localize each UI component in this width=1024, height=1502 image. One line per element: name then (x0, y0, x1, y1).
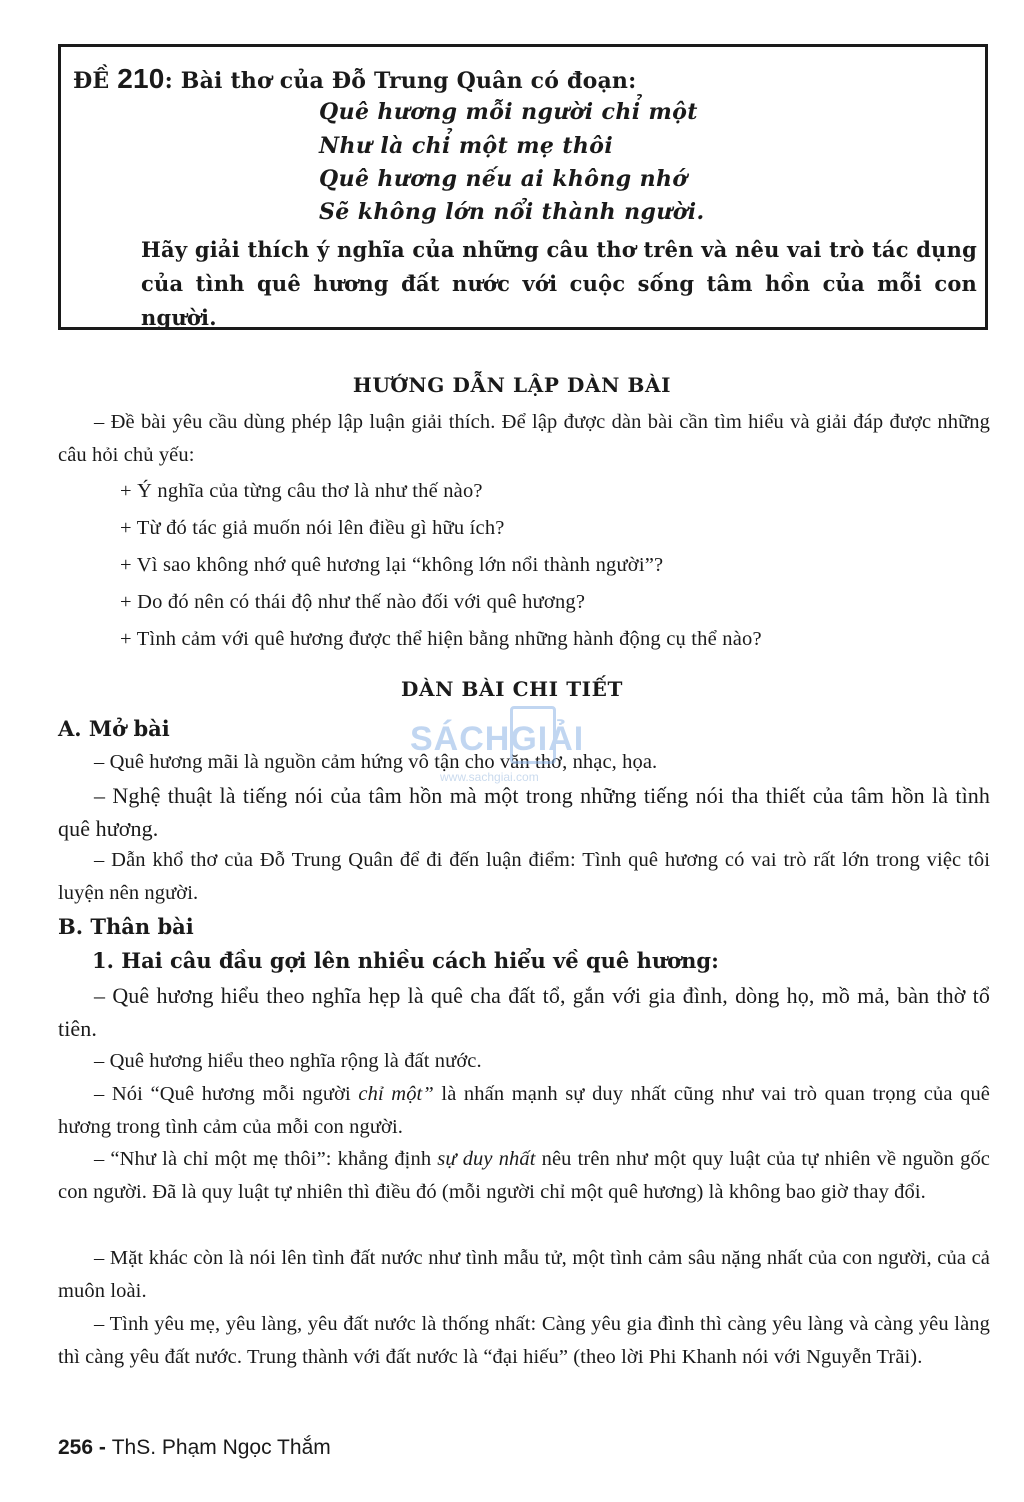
watermark-url: www.sachgiai.com (440, 770, 539, 784)
text-run: – Nói “Quê hương mỗi người (94, 1083, 359, 1105)
section-a-heading: A. Mở bài (58, 716, 170, 741)
guide-question: + Từ đó tác giả muốn nói lên điều gì hữu ích? (120, 517, 505, 539)
exam-prefix: ĐỀ (73, 68, 118, 94)
paragraph (58, 1078, 990, 1144)
exam-intro: : Bài thơ của Đỗ Trung Quân có đoạn: (164, 68, 637, 94)
paragraph: – Nghệ thuật là tiếng nói của tâm hồn mà một trong những tiếng nói tha thiết của tâm hồn là tình quê hương. (58, 783, 990, 841)
guide-question: + Tình cảm với quê hương được thể hiện bằng những hành động cụ thể nào? (120, 628, 762, 650)
guide-question: + Vì sao không nhớ quê hương lại “không lớn nổi thành người”? (120, 554, 664, 576)
author-name: ThS. Phạm Ngọc Thắm (111, 1436, 331, 1459)
section-b-heading: B. Thân bài (58, 914, 194, 939)
text-run: nêu trên như một quy luật của tự nhiên về nguồn gốc con người. Đã là quy luật tự nhiên thì điều đó (mỗi người chỉ một quê hương) là không bao giờ thay đổi. (58, 1148, 990, 1203)
subsection-heading: 1. Hai câu đầu gợi lên nhiều cách hiểu về quê hương: (92, 948, 719, 973)
emphasis: chỉ một” (358, 1083, 434, 1105)
paragraph (58, 1143, 990, 1209)
exam-heading (73, 63, 636, 95)
poem-line: Như là chỉ một mẹ thôi (319, 133, 614, 159)
guide-question: + Ý nghĩa của từng câu thơ là như thế nào? (120, 480, 483, 502)
text-run: là nhấn mạnh sự duy nhất cũng như vai trò quan trọng của quê hương trong tình cảm của mỗi con người. (58, 1083, 990, 1138)
paragraph: – Quê hương hiểu theo nghĩa rộng là đất nước. (94, 1050, 482, 1072)
guide-question: + Do đó nên có thái độ như thế nào đối với quê hương? (120, 591, 586, 613)
outline-title: DÀN BÀI CHI TIẾT (401, 677, 623, 701)
exam-number: 210 (117, 63, 165, 94)
watermark-brand: SÁCHGIẢI (410, 720, 585, 758)
paragraph: – Dẫn khổ thơ của Đỗ Trung Quân để đi đến luận điểm: Tình quê hương có vai trò rất lớn trong việc tôi luyện nên người. (58, 849, 990, 904)
page-number: 256 - (58, 1436, 112, 1459)
paragraph: – Tình yêu mẹ, yêu làng, yêu đất nước là thống nhất: Càng yêu gia đình thì càng yêu làng và càng yêu làng thì càng yêu đất nước. Trung thành với đất nước là “đại hiếu” (theo lời Phi Khanh nói với Nguyễn Trãi). (58, 1313, 990, 1368)
paragraph: – Quê hương hiểu theo nghĩa hẹp là quê cha đất tổ, gắn với gia đình, dòng họ, mồ mả, bàn thờ tổ tiên. (58, 983, 990, 1041)
guide-intro: – Đề bài yêu cầu dùng phép lập luận giải thích. Để lập được dàn bài cần tìm hiểu và giải đáp được những câu hỏi chủ yếu: (58, 411, 990, 466)
text-run: – “Như là chỉ một mẹ thôi”: khẳng định (94, 1148, 438, 1170)
exam-task: Hãy giải thích ý nghĩa của những câu thơ trên và nêu vai trò tác dụng của tình quê hương đất nước với cuộc sống tâm hồn của mỗi con người. (141, 237, 977, 330)
guide-title: HƯỚNG DẪN LẬP DÀN BÀI (352, 373, 672, 397)
paragraph: – Quê hương mãi là nguồn cảm hứng vô tận cho văn thơ, nhạc, họa. (94, 751, 658, 773)
exam-box (58, 44, 988, 330)
emphasis: sự duy nhất (437, 1148, 536, 1170)
paragraph: – Mặt khác còn là nói lên tình đất nước như tình mẫu tử, một tình cảm sâu nặng nhất của con người, của cả muôn loài. (58, 1247, 990, 1302)
poem-line: Quê hương nếu ai không nhớ (319, 166, 688, 192)
page-footer (58, 1436, 331, 1460)
poem-line: Quê hương mỗi người chỉ một (319, 99, 698, 125)
poem-line: Sẽ không lớn nổi thành người. (319, 199, 705, 225)
